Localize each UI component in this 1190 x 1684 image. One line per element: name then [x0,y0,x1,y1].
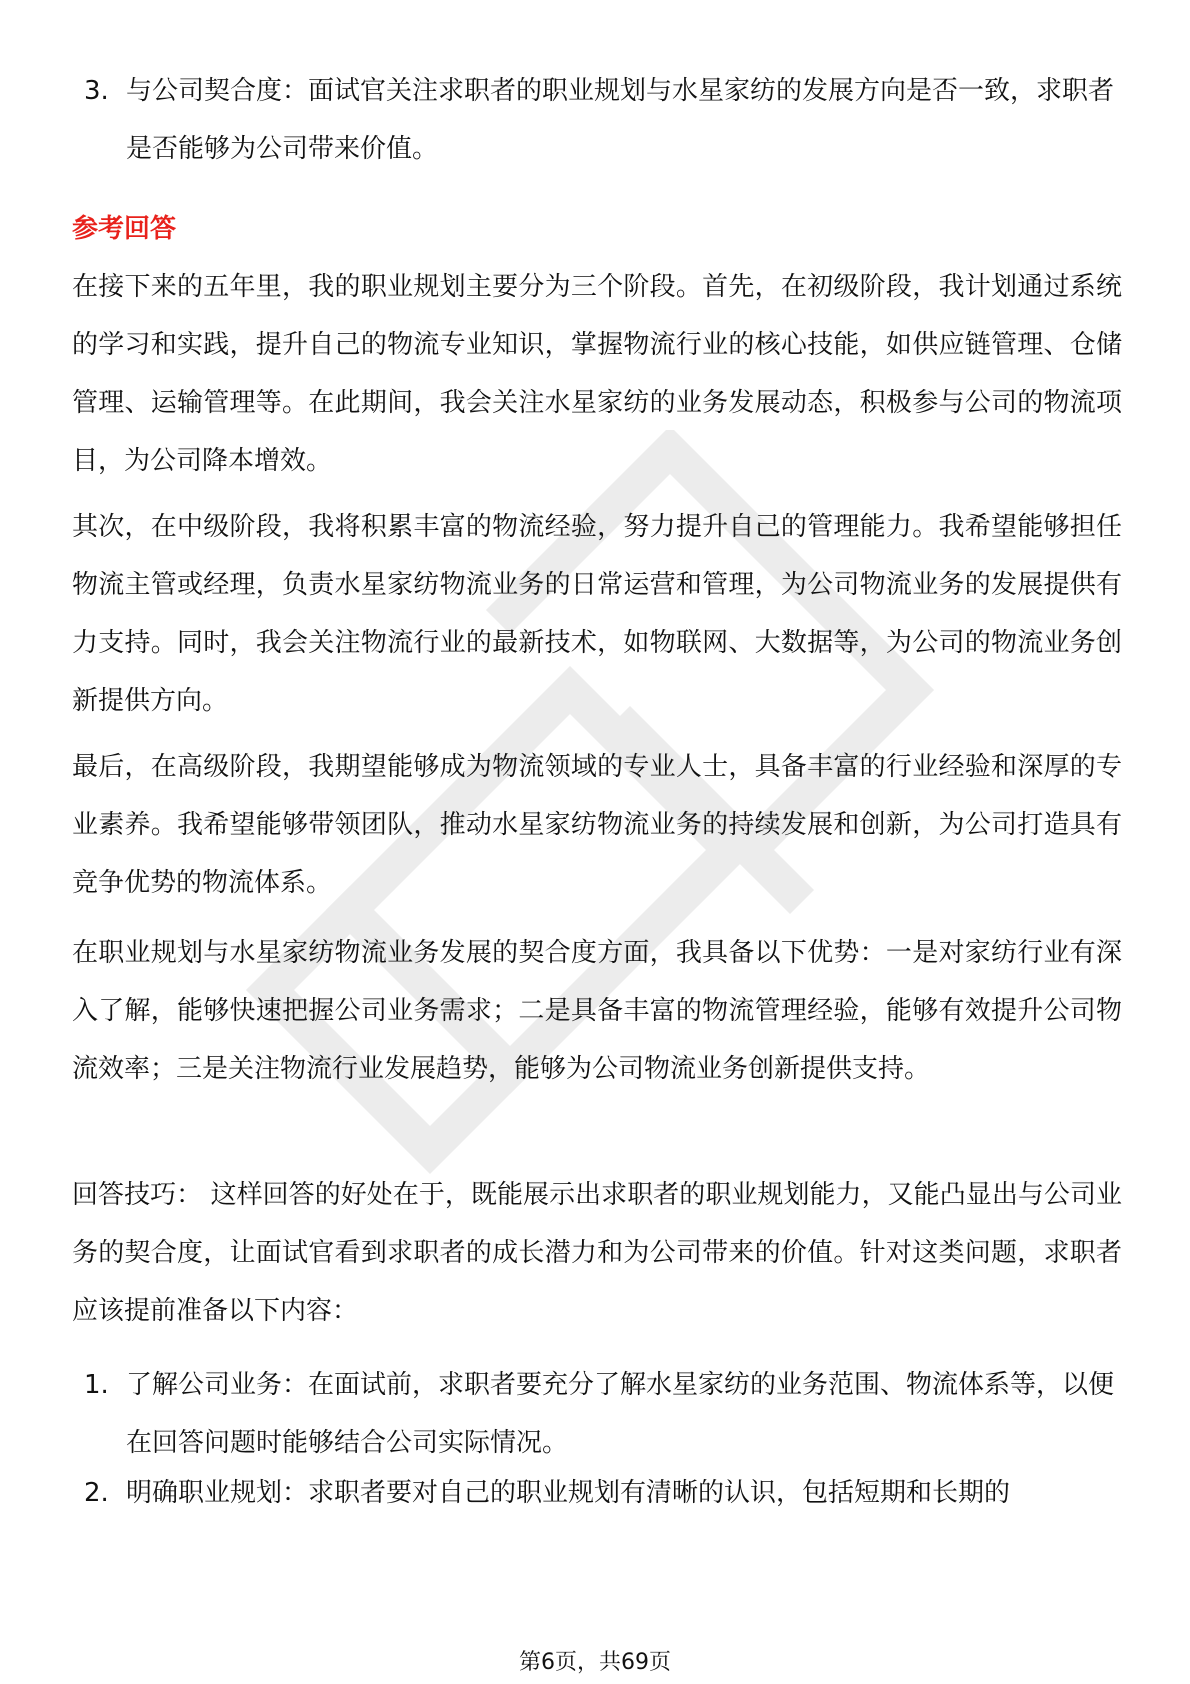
list-item-understand-business [84,1356,1120,1472]
page-footer: 第6页，共69页 [519,1650,671,1675]
list-number: 2. [84,1478,109,1508]
paragraph-answer-tips: 回答技巧： 这样回答的好处在于，既能展示出求职者的职业规划能力，又能凸显出与公司业务的契合度，让面试官看到求职者的成长潜力和为公司带来的价值。针对这类问题，求职者应该提前准备以下内容： [72,1180,1122,1326]
list-number: 3. [84,76,109,106]
list-number: 1. [84,1370,109,1400]
list-item-career-plan [84,1464,1120,1522]
list-item-text: 与公司契合度：面试官关注求职者的职业规划与水星家纺的发展方向是否一致，求职者是否能够为公司带来价值。 [126,76,1115,164]
paragraph-advanced-stage: 最后，在高级阶段，我期望能够成为物流领域的专业人士，具备丰富的行业经验和深厚的专业素养。我希望能够带领团队，推动水星家纺物流业务的持续发展和创新，为公司打造具有竞争优势的物流体系。 [72,752,1122,898]
paragraph-middle-stage: 其次，在中级阶段，我将积累丰富的物流经验，努力提升自己的管理能力。我希望能够担任物流主管或经理，负责水星家纺物流业务的日常运营和管理，为公司物流业务的发展提供有力支持。同时，我会关注物流行业的最新技术，如物联网、大数据等，为公司的物流业务创新提供方向。 [72,512,1122,716]
paragraph-initial-stage: 在接下来的五年里，我的职业规划主要分为三个阶段。首先，在初级阶段，我计划通过系统的学习和实践，提升自己的物流专业知识，掌握物流行业的核心技能，如供应链管理、仓储管理、运输管理等。在此期间，我会关注水星家纺的业务发展动态，积极参与公司的物流项目，为公司降本增效。 [72,272,1122,476]
paragraph-fit-advantages: 在职业规划与水星家纺物流业务发展的契合度方面，我具备以下优势：一是对家纺行业有深入了解，能够快速把握公司业务需求；二是具备丰富的物流管理经验，能够有效提升公司物流效率；三是关注物流行业发展趋势，能够为公司物流业务创新提供支持。 [72,938,1122,1084]
list-item-text: 明确职业规划：求职者要对自己的职业规划有清晰的认识，包括短期和长期的 [126,1478,1011,1508]
section-title-reference-answer: 参考回答 [72,214,177,244]
list-item-company-fit [84,62,1120,178]
list-item-text: 了解公司业务：在面试前，求职者要充分了解水星家纺的业务范围、物流体系等，以便在回答问题时能够结合公司实际情况。 [126,1370,1115,1458]
